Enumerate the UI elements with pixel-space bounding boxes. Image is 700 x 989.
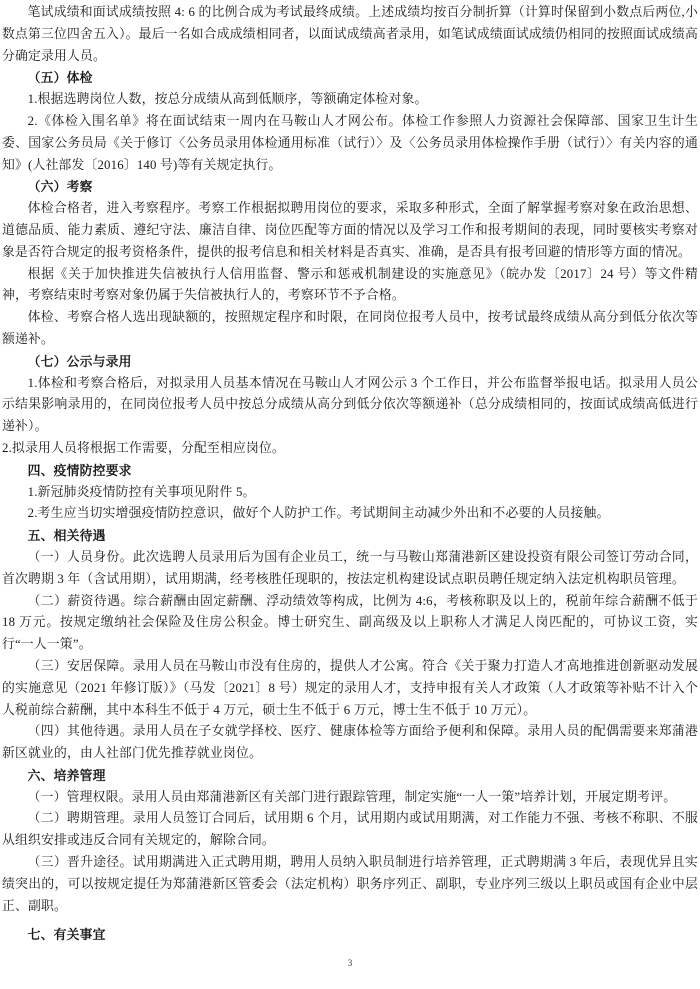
page-number: 3	[347, 958, 353, 968]
section-heading: 六、培养管理	[27, 767, 106, 783]
paragraph: 2.《体检入围名单》将在面试结束一周内在马鞍山人才网公布。体检工作参照人力资源社会保障部、国家卫生计生委、国家公务员局《关于修订〈公务员录用体检通用标准（试行）〉及〈公务员录用体检操作手册（试行）〉有关内容的通知》(人社部发〔2016〕140 号)等有关规定执行。	[2, 113, 698, 172]
paragraph: （三）安居保障。录用人员在马鞍山市没有住房的，提供人才公寓。符合《关于聚力打造人才高地推进创新驱动发展的实施意见（2021 年修订版）》（马发〔2021〕8 号）规定的录用人才，支持申报有关人才政策（人才政策等补贴不计入个人税前综合薪酬，其中本科生不低于 4 万元，硕士生不低于 6 万元，博士生不低于 10 万元）。	[2, 658, 698, 717]
paragraph: （一）管理权限。录用人员由郑蒲港新区有关部门进行跟踪管理，制定实施“一人一策”培养计划，开展定期考评。	[27, 789, 677, 804]
paragraph: 体检、考察合格人选出现缺额的，按照规定程序和时限，在同岗位报考人员中，按考试最终成绩从高分到低分依次等额递补。	[2, 310, 698, 346]
paragraph: （三）晋升途径。试用期满进入正式聘用期，聘用人员纳入职员制进行培养管理，正式聘期满 3 年后，表现优异且实绩突出的，可以按规定提任为郑蒲港新区管委会（法定机构）职务序列正、副职，专业序列三级以上职员或国有企业中层正、副职。	[2, 855, 698, 913]
section-heading: 四、疫情防控要求	[27, 462, 132, 478]
paragraph: （四）其他待遇。录用人员在子女就学择校、医疗、健康体检等方面给予便利和保障。录用人员的配偶需要来郑蒲港新区就业的，由人社部门优先推荐就业岗位。	[2, 724, 698, 761]
paragraph: 1.新冠肺炎疫情防控有关事项见附件 5。	[27, 484, 256, 499]
paragraph: 笔试成绩和面试成绩按照 4: 6 的比例合成为考试最终成绩。上述成绩均按百分制折算（计算时保留到小数点后两位,小数点第三位四舍五入）。最后一名如合成成绩相同者，以面试成绩高者录用，如笔试成绩面试成绩仍相同的按照面试成绩高分确定录用人员。	[2, 5, 698, 63]
paragraph: （二）聘期管理。录用人员签订合同后，试用期 6 个月，试用期内或试用期满，对工作能力不强、考核不称职、不服从组织安排或违反合同有关规定的，解除合同。	[2, 811, 698, 848]
section-heading: 五、相关待遇	[27, 528, 106, 544]
paragraph: 体检合格者，进入考察程序。考察工作根据拟聘用岗位的要求，采取多种形式，全面了解掌握考察对象在政治思想、道德品质、能力素质、遵纪守法、廉洁自律、岗位匹配等方面的情况以及学习工作和报考期间的表现，同时要核实考察对象是否符合规定的报考资格条件，提供的报考信息和相关材料是否真实、准确，是否具有报考回避的情形等方面的情况。	[2, 201, 698, 259]
paragraph: 2.拟录用人员将根据工作需要，分配至相应岗位。	[2, 440, 285, 455]
paragraph: 2.考生应当切实增强疫情防控意识，做好个人防护工作。考试期间主动减少外出和不必要的人员接触。	[27, 506, 610, 521]
paragraph: 1.体检和考察合格后，对拟录用人员基本情况在马鞍山人才网公示 3 个工作日，并公布监督举报电话。拟录用人员公示结果影响录用的，在同岗位报考人员中按总分成绩从高分到低分依次等额递补（总分成绩相同的，按面试成绩高低进行递补）。	[2, 375, 698, 434]
document-page	[2, 2, 698, 989]
section-heading: （五）体检	[27, 70, 93, 86]
section-heading: 七、有关事宜	[27, 927, 106, 943]
section-heading: （六）考察	[27, 179, 93, 195]
document-body	[2, 2, 698, 946]
paragraph: （一）人员身份。此次选聘人员录用后为国有企业员工，统一与马鞍山郑蒲港新区建设投资有限公司签订劳动合同，首次聘期 3 年（含试用期），试用期满，经考核胜任现职的，按法定机构建设试点职员聘任规定纳入法定机构职员管理。	[2, 549, 698, 586]
section-heading: （七）公示与录用	[27, 353, 132, 369]
paragraph: 根据《关于加快推进失信被执行人信用监督、警示和惩戒机制建设的实施意见》（皖办发〔2017〕24 号）等文件精神，考察结束时考察对象仍属于失信被执行人的，考察环节不予合格。	[2, 266, 698, 303]
paragraph: 1.根据选聘岗位人数，按总分成绩从高到低顺序，等额确定体检对象。	[27, 92, 428, 107]
paragraph: （二）薪资待遇。综合薪酬由固定薪酬、浮动绩效等构成，比例为 4:6，考核称职及以上的，税前年综合薪酬不低于 18 万元。按规定缴纳社会保险及住房公积金。博士研究生、副高级及以上职称人才满足人岗匹配的，可协议工资，实行“一人一策”。	[2, 593, 698, 652]
